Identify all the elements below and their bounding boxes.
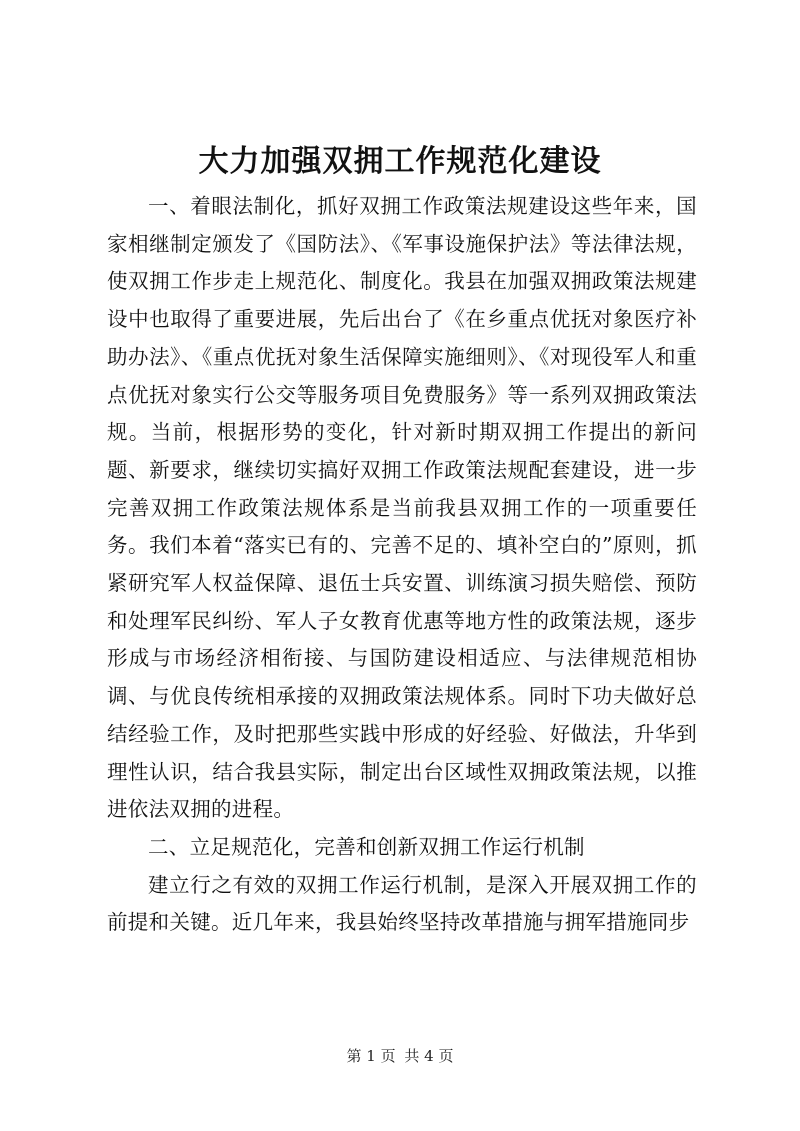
page-total: 共 4 页 [404, 1047, 454, 1065]
page-footer [0, 1046, 800, 1066]
page-number: 第 1 页 [346, 1047, 396, 1065]
section-heading-standardization: 二、立足规范化，完善和创新双拥工作运行机制 [148, 834, 585, 859]
paragraph-legal-framework: 一、着眼法制化，抓好双拥工作政策法规建设这些年来，国家相继制定颁发了《国防法》、《军事设施保护法》等法律法规，使双拥工作步走上规范化、制度化。我县在加强双拥政策法规建设中也取得了重要进展，先后出台了《在乡重点优抚对象医疗补助办法》、《重点优抚对象生活保障实施细则》、《对现役军人和重点优抚对象实行公交等服务项目免费服务》等一系列双拥政策法规。当前，根据形势的变化，针对新时期双拥工作提出的新问题、新要求，继续切实搞好双拥工作政策法规配套建设，进一步完善双拥工作政策法规体系是当前我县双拥工作的一项重要任务。我们本着“落实已有的、完善不足的、填补空白的”原则，抓紧研究军人权益保障、退伍士兵安置、训练演习损失赔偿、预防和处理军民纠纷、军人子女教育优惠等地方性的政策法规，逐步形成与市场经济相衔接、与国防建设相适应、与法律规范相协调、与优良传统相承接的双拥政策法规体系。同时下功夫做好总结经验工作，及时把那些实践中形成的好经验、好做法，升华到理性认识，结合我县实际，制定出台区域性双拥政策法规，以推进依法双拥的进程。 [107, 194, 697, 822]
document-title: 大力加强双拥工作规范化建设 [198, 144, 602, 179]
paragraph-operating-mechanism: 建立行之有效的双拥工作运行机制，是深入开展双拥工作的前提和关键。近几年来，我县始终坚持改革措施与拥军措施同步 [107, 872, 697, 935]
document-body [107, 188, 697, 942]
